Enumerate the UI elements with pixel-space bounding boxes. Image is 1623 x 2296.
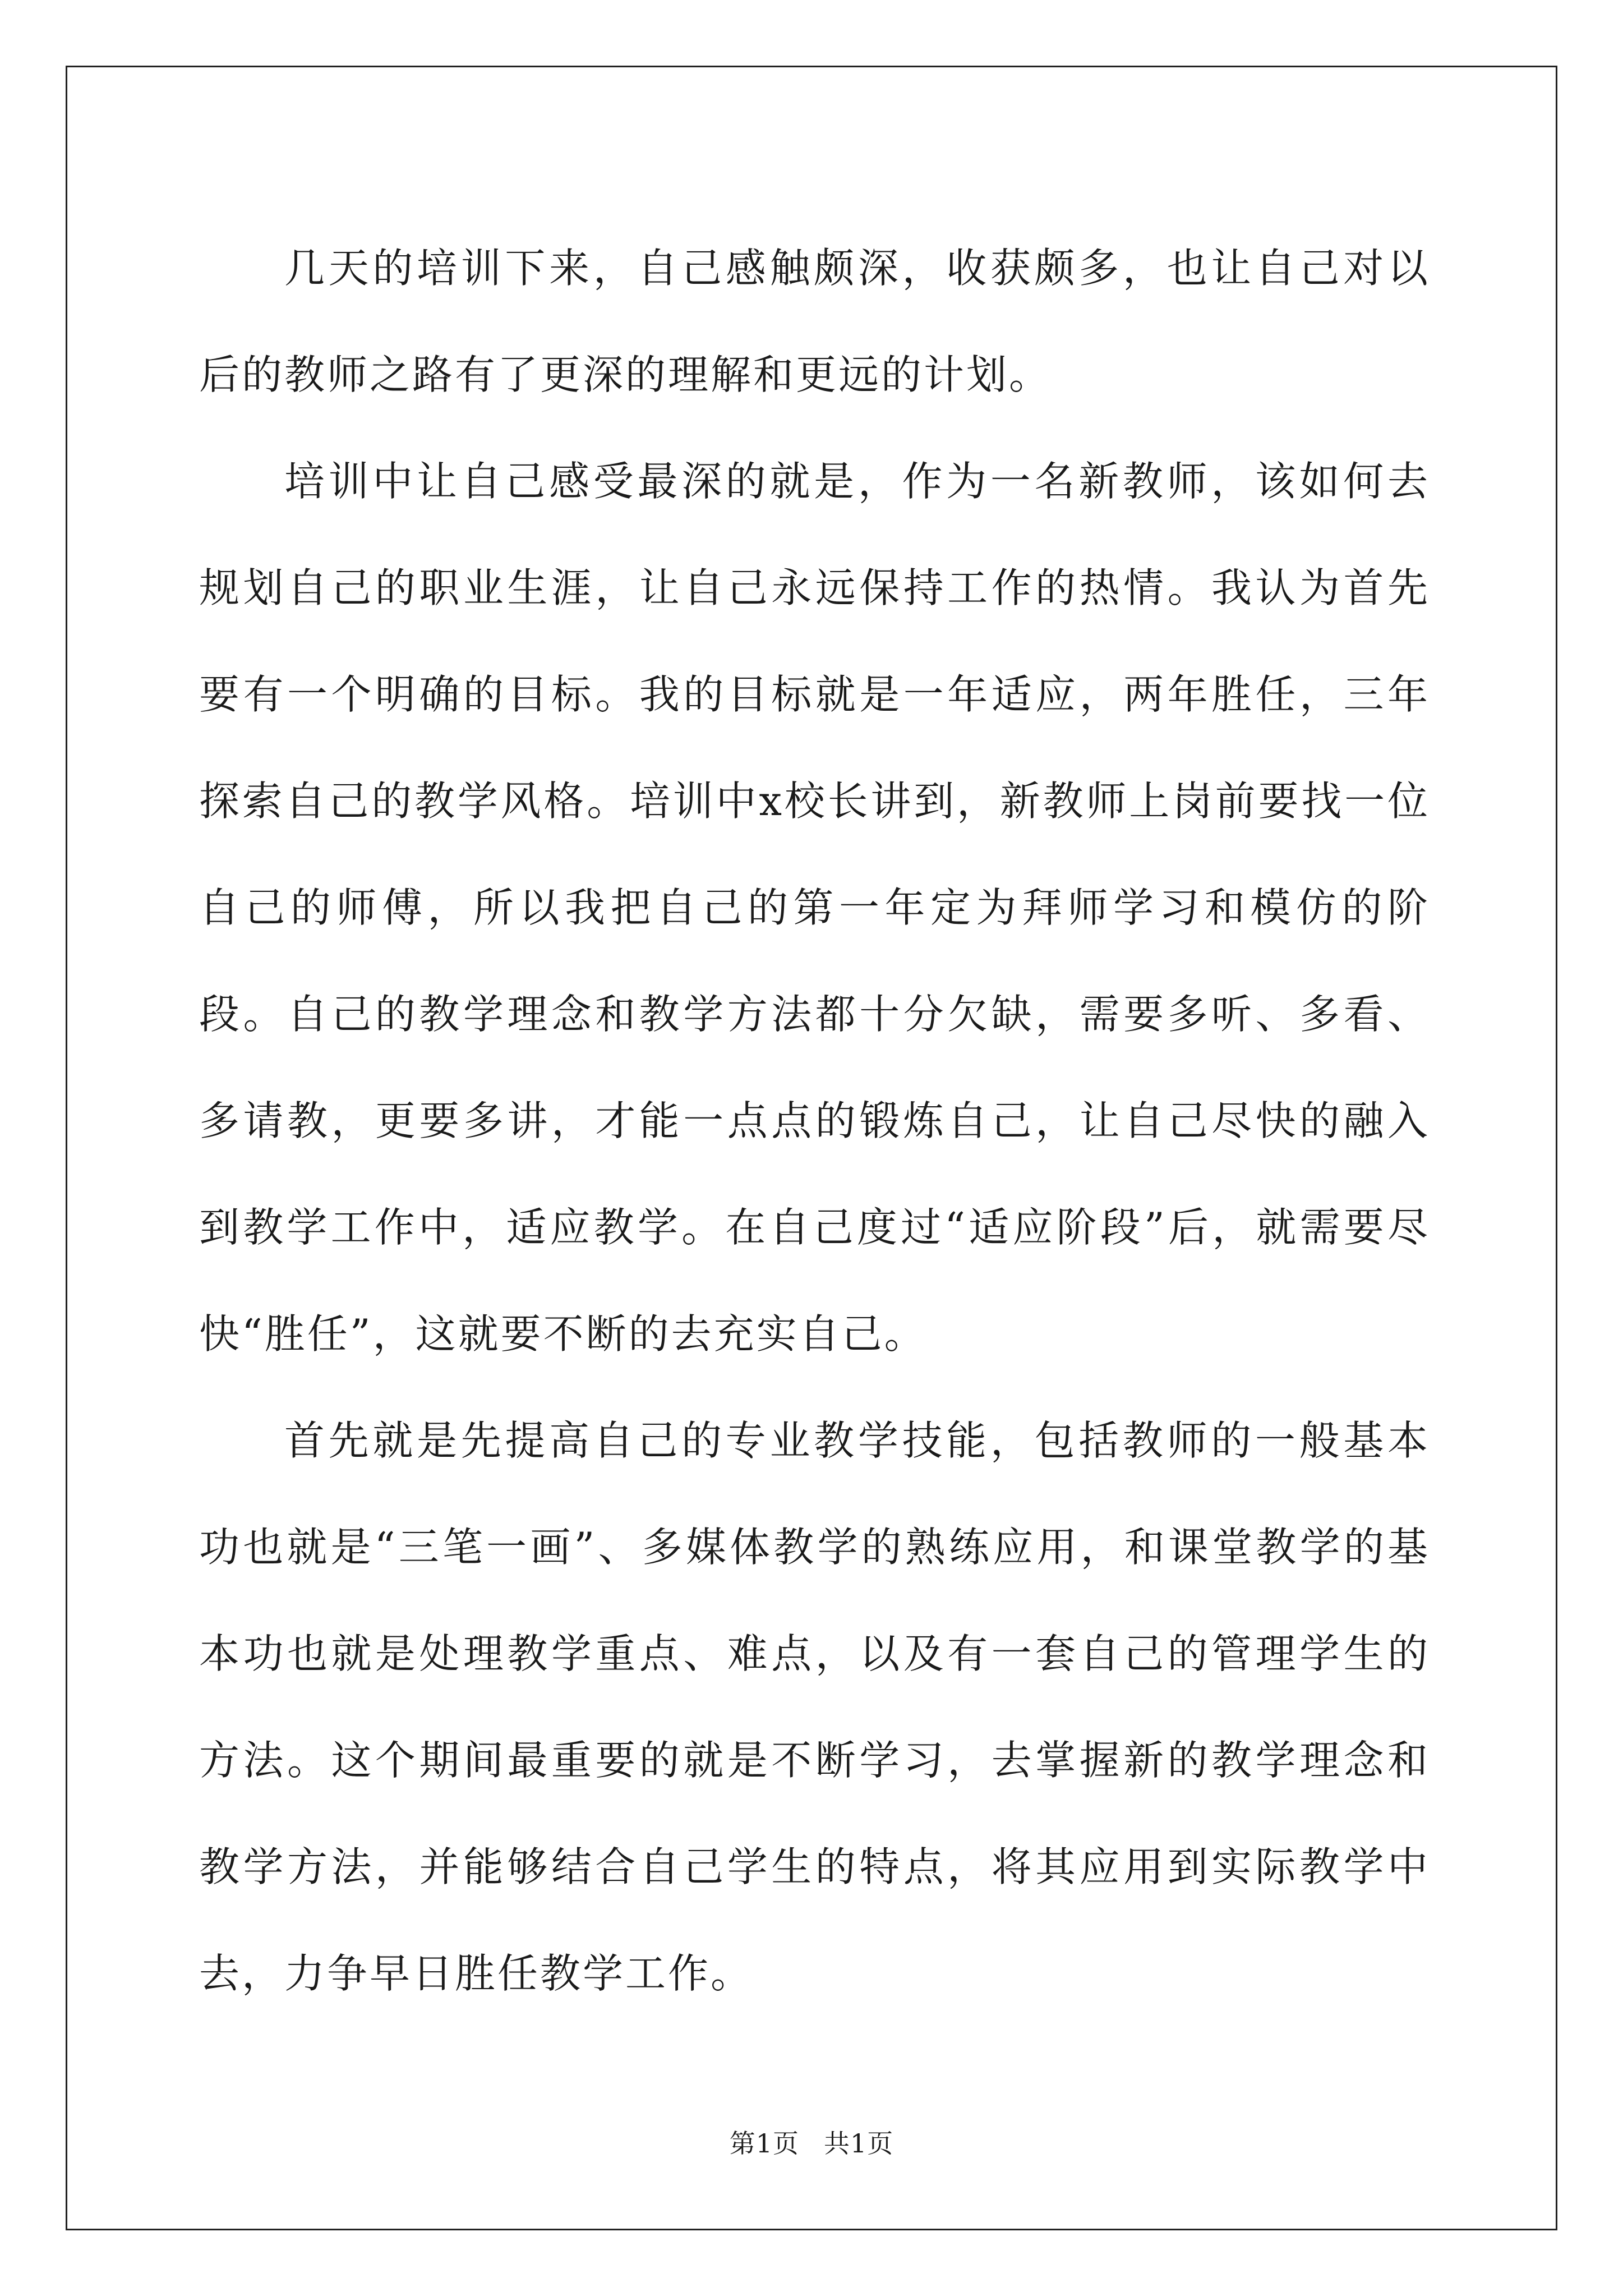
page-total: 共1页 — [824, 2128, 894, 2159]
page-footer — [0, 2123, 1623, 2160]
paragraph: 培训中让自己感受最深的就是，作为一名新教师，该如何去规划自己的职业生涯，让自己永远保持工作的热情。我认为首先要有一个明确的目标。我的目标就是一年适应，两年胜任，三年探索自己的教学风格。培训中x校长讲到，新教师上岗前要找一位自己的师傅，所以我把自己的第一年定为拜师学习和模仿的阶段。自己的教学理念和教学方法都十分欠缺，需要多听、多看、多请教，更要多讲，才能一点点的锻炼自己，让自己尽快的融入到教学工作中，适应教学。在自己度过“适应阶段”后，就需要尽快“胜任”，这就要不断的去充实自己。 — [199, 458, 1430, 1358]
paragraph: 几天的培训下来，自己感触颇深，收获颇多，也让自己对以后的教师之路有了更深的理解和更远的计划。 — [199, 245, 1430, 398]
paragraph: 首先就是先提高自己的专业教学技能，包括教师的一般基本功也就是“三笔一画”、多媒体教学的熟练应用，和课堂教学的基本功也就是处理教学重点、难点，以及有一套自己的管理学生的方法。这个期间最重要的就是不断学习，去掌握新的教学理念和教学方法，并能够结合自己学生的特点，将其应用到实际教学中去，力争早日胜任教学工作。 — [199, 1417, 1430, 1997]
document-body — [199, 215, 1430, 2027]
page-number: 第1页 — [729, 2128, 799, 2159]
